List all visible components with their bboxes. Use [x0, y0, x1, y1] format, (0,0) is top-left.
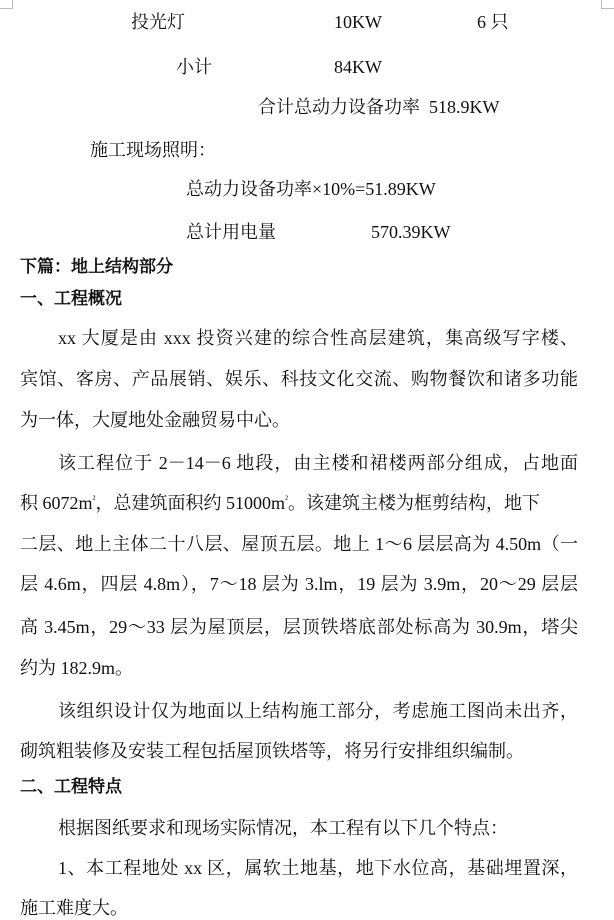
margin-corner-mark	[0, 0, 13, 9]
grand-total-label: 总计用电量	[186, 222, 276, 242]
paragraph-line: 高 3.45m，29～33 层为屋顶层，层顶铁塔底部处标高为 30.9m，塔尖	[20, 617, 578, 637]
subtotal-label: 小计	[176, 57, 212, 77]
margin-corner-mark	[601, 0, 614, 9]
text: ，总建筑面积约 51000m	[95, 493, 286, 513]
superscript: ²	[92, 494, 96, 505]
paragraph-line: xx 大厦是由 xxx 投资兴建的综合性高层建筑，集高级写字楼、	[58, 328, 578, 348]
paragraph-line: 该工程位于 2－14－6 地段，由主楼和裙楼两部分组成，占地面	[58, 453, 578, 473]
section-title: 二、工程特点	[20, 777, 122, 797]
paragraph-line: 二层、地上主体二十八层、屋顶五层。地上 1～6 层层高为 4.50m（一	[20, 534, 578, 554]
lighting-calc: 总动力设备功率×10%=51.89KW	[186, 179, 436, 199]
paragraph-line: 根据图纸要求和现场实际情况，本工程有以下几个特点：	[58, 818, 508, 838]
paragraph-line: 为一体，大厦地处金融贸易中心。	[20, 410, 290, 430]
text: 积 6072m	[20, 493, 93, 513]
paragraph-line	[20, 491, 540, 515]
paragraph-line: 施工难度大。	[20, 898, 128, 918]
paragraph-line: 该组织设计仅为地面以上结构施工部分，考虑施工图尚未出齐，	[58, 701, 578, 721]
part-title: 下篇：地上结构部分	[20, 257, 173, 277]
paragraph-line: 1、本工程地处 xx 区，属软土地基，地下水位高，基础埋置深，	[58, 858, 578, 878]
subtotal-value: 84KW	[334, 57, 382, 77]
paragraph-line: 约为 182.9m。	[20, 658, 134, 678]
total-power: 合计总动力设备功率 518.9KW	[258, 97, 500, 117]
item-qty: 6 只	[477, 12, 509, 32]
text: 。该建筑主楼为框剪结构，地下	[288, 493, 541, 513]
item-power: 10KW	[334, 12, 382, 32]
paragraph-line: 砌筑粗装修及安装工程包括屋顶铁塔等，将另行安排组织编制。	[20, 741, 524, 761]
grand-total-value: 570.39KW	[371, 222, 451, 242]
lighting-label: 施工现场照明：	[90, 140, 216, 160]
paragraph-line: 宾馆、客房、产品展销、娱乐、科技文化交流、购物餐饮和诸多功能	[20, 369, 578, 389]
paragraph-line: 层 4.6m，四层 4.8m），7～18 层为 3.lm，19 层为 3.9m，20～29 层层	[20, 574, 578, 594]
superscript: ²	[285, 494, 289, 505]
item-name: 投光灯	[131, 12, 185, 32]
section-title: 一、工程概况	[20, 289, 122, 309]
